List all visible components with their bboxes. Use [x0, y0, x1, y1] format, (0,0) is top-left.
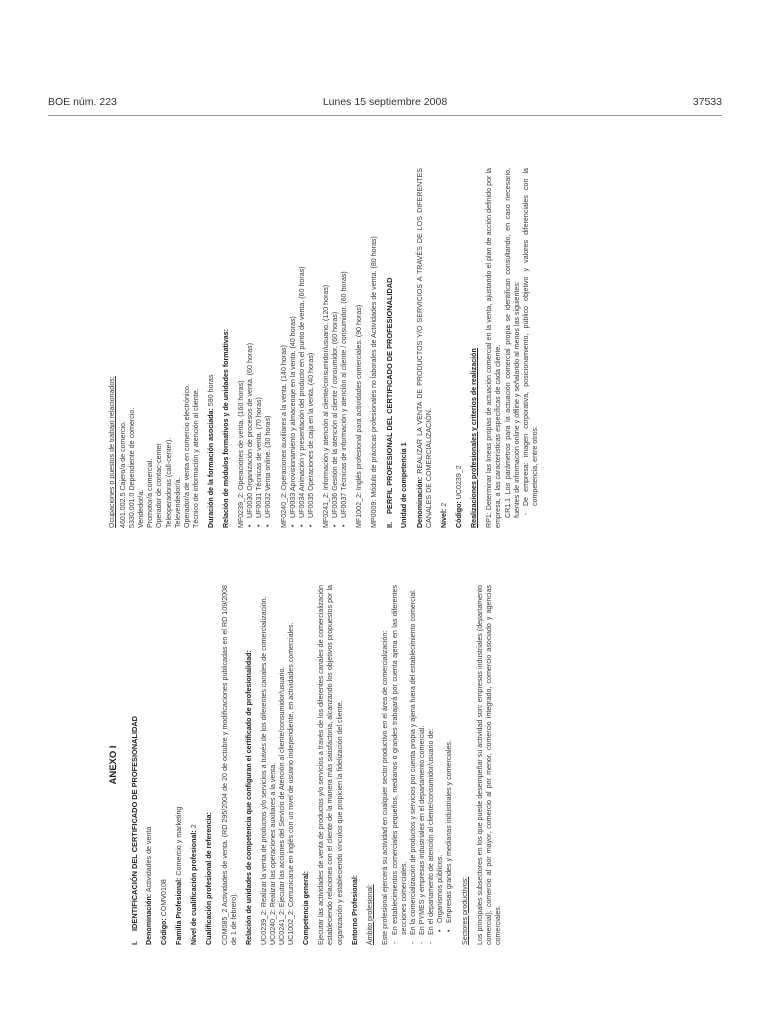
codigo [160, 585, 169, 945]
familia-label: Familia Profesional: [175, 877, 184, 945]
list-item: Técnico de información y atención al cliente. [191, 388, 200, 528]
uc-line: UC0240_2: Realizar las operaciones auxiliares a la venta. [268, 762, 277, 945]
annex-title: ANEXO I [108, 745, 119, 785]
rotated-content [108, 168, 668, 945]
codigo-2 [455, 168, 464, 528]
codigo-label: Código: [160, 918, 169, 945]
list-item: • UF0034 Animación y presentación del producto en el punto de venta. (60 horas) [298, 168, 307, 528]
codigo-value: COMV0108 [160, 879, 169, 919]
list-item: Teleoperadoras (call-center). [164, 437, 173, 528]
section-1-number: I. [130, 940, 139, 945]
list-item: Operador de contac-center [155, 443, 164, 528]
list-item: Promotor/a comercial. [146, 458, 155, 528]
familia [175, 585, 184, 945]
ambito-sublist [436, 585, 454, 945]
uc-list [260, 585, 296, 945]
mf0241-list [331, 168, 349, 528]
denominacion-label: Denominación: [145, 893, 154, 945]
list-item: 5330.001.0 Dependiente de comercio. [128, 407, 137, 528]
nivel-value: 2 [190, 824, 199, 831]
nivel-2-label: Nivel: [439, 508, 448, 528]
sectores-label: Sectores productivos: [460, 876, 469, 945]
competencia-label: Competencia general: [302, 870, 311, 945]
rp1: RP1: Determinar las líneas propias de actuación comercial en la venta, ajustando el plan de acción definido por la empresa, a las características específicas de cada cliente. [485, 168, 503, 528]
denominacion-2-value: REALIZAR LA VENTA DE PRODUCTOS Y/O SERVICIOS A TRAVÉS DE LOS DIFERENTES CANALES DE COMERCIALIZACIÓN. [415, 168, 433, 528]
section-1-title: IDENTIFICACIÓN DEL CERTIFICADO DE PROFESIONALIDAD [130, 715, 139, 931]
mp0009: MP0009: Módulo de prácticas profesionales no laborales de Actividades de venta. (80 horas) [370, 236, 379, 528]
realizaciones-label: Realizaciones profesionales y criterios de realización [469, 348, 478, 528]
mf0239: MF0239_2: Operaciones de venta. (160 horas) [237, 380, 246, 528]
list-item: • UF0035 Operaciones de caja en la venta. (40 horas) [307, 168, 316, 528]
denominacion [145, 585, 154, 945]
uc-line: UC1002_2: Comunicarse en inglés con un nivel de usuario independiente, en actividades comerciales. [287, 622, 296, 945]
cr11-list [522, 168, 540, 528]
ambito-list [391, 585, 436, 945]
list-item: • UF0031 Técnicas de venta. (70 horas) [255, 168, 264, 528]
section-2-number: II. [385, 521, 395, 528]
ambito-intro: Este profesional ejercerá su actividad en cualquier sector productivo en el área de comercialización: [380, 630, 389, 945]
list-item: • Empresas grandes y medianas industriales y comerciales. [445, 585, 454, 945]
duracion [207, 168, 216, 528]
list-item: • UF0032 Venta online. (30 horas) [264, 168, 273, 528]
list-item: Operador/a de venta en comercio electrónico. [182, 384, 191, 528]
header-rule [48, 115, 722, 116]
list-item: • UF0036 Gestión de la atención al cliente / consumidor. (60 horas) [331, 168, 340, 528]
list-item: • UF0030 Organización de procesos de venta. (60 horas) [246, 168, 255, 528]
modulos-label: Relación de módulos formativos y de unidades formativas: [222, 328, 231, 528]
list-item: - En el departamento de atención al cliente/consumidor/usuario de: [427, 585, 436, 945]
list-item: Televendedor/a. [173, 477, 182, 528]
cualificacion-label: Cualificación profesional de referencia: [205, 812, 214, 945]
left-column [108, 585, 668, 945]
familia-value: Comercio y marketing [175, 806, 184, 878]
denominacion-value: Actividades de venta [145, 826, 154, 894]
section-2-title: PERFIL PROFESIONAL DEL CERTIFICADO DE PROFESIONALIDAD [385, 277, 395, 514]
codigo-2-label: Código: [454, 501, 463, 528]
unidad-label: Unidad de competencia 1 [400, 442, 409, 528]
cualificacion-text: COM085_2 Actividades de venta. (RD 295/2004 de 20 de octubre y modificaciones publicadas en el RD 109/2008 de 1 de febrero). [220, 585, 238, 945]
nivel-2-value: 2 [439, 502, 448, 509]
sectores-text: Los principales subsectores en los que puede desempeñar su actividad son: empresas industriales (departamento comercial), comercio al por mayor, comercio al por menor, comercio integrado, comercio asociado y agencias comerciales. [475, 585, 502, 945]
duracion-value: 590 horas [206, 374, 215, 409]
codigo-2-value: UC0239_2 [454, 465, 463, 502]
publication-date: Lunes 15 septiembre 2008 [322, 96, 448, 108]
denominacion-2-label: Denominación: [415, 476, 424, 528]
section-1-heading [130, 585, 139, 945]
ambito-label: Ámbito profesional: [365, 884, 374, 945]
nivel [190, 585, 199, 945]
mf0240-list [289, 168, 316, 528]
uc-line: UC0241_2: Ejecutar las acciones del Servicio de Atención al cliente/consumidor/usuario. [278, 666, 287, 945]
list-item: • UF0033 Aprovisionamiento y almacenaje en la venta. (40 horas) [289, 168, 298, 528]
right-column [108, 168, 668, 528]
list-item: - En la comercialización de productos y servicios por cuenta propia y ajena fuera del establecimiento comercial. [409, 585, 418, 945]
mf0240: MF0240_2: Operaciones auxiliares a la venta. (140 horas) [279, 345, 288, 528]
nivel-label: Nivel de cualificación profesional: [190, 830, 199, 945]
duracion-label: Duración de la formación asociada: [206, 408, 215, 528]
list-item: • Organismos públicos. [436, 585, 445, 945]
mf0239-list [246, 168, 273, 528]
relacion-uc-label: Relación de unidades de competencia que configuran el certificado de profesionalidad: [244, 650, 253, 945]
uc-line: UC0239_2: Realizar la venta de productos y/o servicios a través de los diferentes canales de comercialización. [259, 596, 268, 945]
list-item: • UF0037 Técnicas de información y atención al cliente / consumidor. (60 horas) [340, 168, 349, 528]
denominacion-2 [416, 168, 434, 528]
nivel-2 [440, 168, 449, 528]
mf1002: MF1002_2: Inglés profesional para actividades comerciales. (90 horas) [355, 304, 364, 528]
journal-issue: BOE núm. 223 [48, 96, 117, 108]
list-item: Vendedor/a. [137, 489, 146, 528]
list-item: - De empresa: imagen corporativa, posicionamiento, público objetivo y valores diferenciales con la competencia, entre otros. [522, 168, 540, 528]
competencia-text: Ejecutar las actividades de venta de productos y/o servicios a través de los diferentes canales de comercialización estableciendo relaciones con el cliente de la manera más satisfactoria, alcanzando los objetivos propuestos por la organización y estableciendo vínculos que propicien la fidelización del cliente. [317, 585, 344, 945]
list-item: - En PYMES y empresas industriales en el departamento comercial. [418, 585, 427, 945]
list-item: - En establecimientos comerciales pequeños, medianos o grandes trabajará por cuenta ajena en las diferentes secciones comerciales. [391, 585, 409, 945]
page-number: 37533 [692, 96, 722, 108]
list-item: 4601.002.5 Cajero/a de comercio. [119, 421, 128, 528]
entorno-label: Entorno Profesional: [350, 874, 359, 945]
section-2-heading [385, 168, 394, 528]
page-header [48, 96, 722, 112]
mf0241: MF0241_2: Información y atención al cliente/consumidor/usuario. (120 horas) [321, 284, 330, 528]
ocupaciones-list [119, 168, 201, 528]
cr11: CR1.1 Los parámetros para la actuación comercial propia se identifican consultando, en caso necesario, fuentes de información online y offline y señalando al menos las siguientes: [504, 168, 522, 518]
ocupaciones-label: Ocupaciones o puestos de trabajo relacionados: [108, 376, 116, 528]
